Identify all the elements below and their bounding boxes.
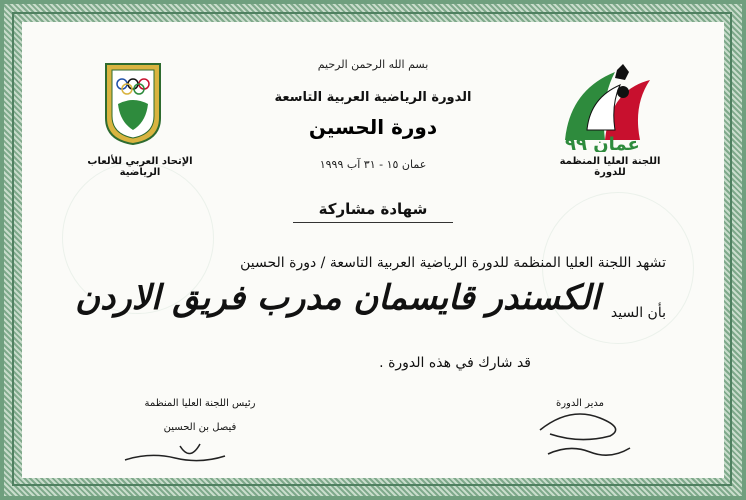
right-logo-text: عمان ٩٩	[565, 134, 640, 152]
certificate-title: شهادة مشاركة	[318, 200, 428, 218]
handwritten-recipient-name: الكسندر قايسمان مدرب فريق الاردن	[75, 278, 600, 318]
games-name: دورة الحسين	[308, 115, 438, 139]
committee-president-name: فيصل بن الحسين	[163, 422, 237, 433]
statement-line: تشهد اللجنة العليا المنظمة للدورة الرياضية العربية التاسعة / دورة الحسين	[240, 255, 666, 271]
committee-president-title: رئيس اللجنة العليا المنظمة	[144, 398, 256, 409]
event-title: الدورة الرياضية العربية التاسعة	[274, 90, 472, 105]
organizing-committee-caption: اللجنة العليا المنظمة للدورة	[559, 156, 661, 178]
games-director-title: مدير الدورة	[555, 398, 605, 409]
basmala: بسم الله الرحمن الرحيم	[317, 58, 429, 71]
amman-99-logo	[545, 60, 675, 156]
city-date: عمان ١٥ - ٣١ آب ١٩٩٩	[319, 158, 427, 171]
arab-federation-caption: الإتحاد العربي للألعاب الرياضية	[87, 156, 193, 178]
title-underline	[293, 222, 453, 223]
president-signature	[120, 438, 230, 468]
recipient-prefix: بأن السيد	[610, 305, 666, 321]
director-signature	[530, 404, 640, 464]
participation-line: قد شارك في هذه الدورة .	[379, 355, 531, 371]
